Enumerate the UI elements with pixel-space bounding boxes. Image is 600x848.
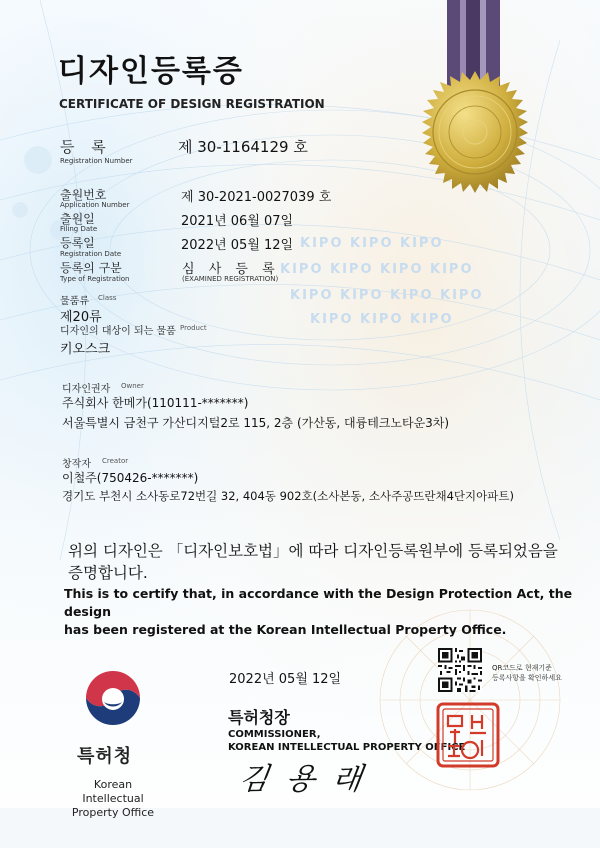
office-name-english bbox=[64, 778, 162, 820]
registration-type-label-en: Type of Registration bbox=[60, 275, 130, 283]
class-label: 물품류 bbox=[60, 296, 89, 307]
issue-date: 2022년 05월 12일 bbox=[229, 672, 342, 687]
product-label: 디자인의 대상이 되는 물품 bbox=[60, 326, 176, 337]
class-value: 제20류 bbox=[60, 310, 102, 325]
watermark-word: KIPO bbox=[290, 288, 334, 303]
application-number: 제 30-2021-0027039 호 bbox=[181, 190, 332, 205]
registration-type: 심 사 등 록 bbox=[182, 262, 280, 277]
office-name-line: Korean Intellectual bbox=[82, 778, 144, 805]
watermark-word: KIPO bbox=[300, 236, 344, 251]
commissioner-title-line: KOREAN INTELLECTUAL PROPERTY OFFICE bbox=[228, 742, 466, 753]
watermark-word: KIPO bbox=[310, 312, 354, 327]
commissioner-title-korean: 특허청장 bbox=[228, 708, 290, 727]
registration-date: 2022년 05월 12일 bbox=[181, 238, 294, 253]
product-value: 키오스크 bbox=[60, 342, 111, 357]
registration-type-label: 등록의 구분 bbox=[60, 261, 122, 275]
watermark-word: KIPO bbox=[360, 312, 404, 327]
registration-label: 등 록 bbox=[60, 138, 112, 156]
registration-type-en: (EXAMINED REGISTRATION) bbox=[182, 275, 279, 283]
commissioner-signature: 김 용 래 bbox=[237, 762, 368, 797]
office-name-line: Property Office bbox=[71, 806, 155, 819]
commissioner-title-line: COMMISSIONER, bbox=[228, 729, 321, 740]
certification-statement-korean bbox=[68, 540, 568, 584]
registration-label-en: Registration Number bbox=[60, 157, 133, 165]
creator-label-en: Creator bbox=[102, 457, 129, 465]
class-label-en: Class bbox=[98, 294, 117, 302]
official-seal bbox=[436, 702, 500, 768]
watermark-word: KIPO bbox=[440, 288, 484, 303]
statement-ko-line: 위의 디자인은 「디자인보호법」에 따라 디자인등록원부에 등록되었음을 bbox=[68, 542, 558, 560]
statement-ko-line: 증명합니다. bbox=[68, 564, 148, 582]
statement-en-line: This is to certify that, in accordance with the Design Protection Act, the design bbox=[64, 586, 573, 619]
application-label: 출원번호 bbox=[60, 188, 107, 202]
owner-name: 주식회사 한메가(110111-*******) bbox=[62, 396, 249, 410]
creator-label: 창작자 bbox=[62, 459, 91, 470]
qr-code[interactable] bbox=[438, 648, 482, 692]
application-label-en: Application Number bbox=[60, 201, 130, 209]
owner-label: 디자인권자 bbox=[62, 384, 111, 395]
owner-address: 서울특별시 금천구 가산디지털2로 115, 2층 (가산동, 대륭테크노타운3차) bbox=[62, 416, 450, 430]
certificate-title-english: CERTIFICATE OF DESIGN REGISTRATION bbox=[59, 97, 325, 111]
qr-note bbox=[492, 663, 562, 683]
filing-date-label: 출원일 bbox=[60, 212, 95, 226]
registration-date-label: 등록일 bbox=[60, 236, 95, 250]
filing-date: 2021년 06월 07일 bbox=[181, 214, 294, 229]
registration-number: 제 30-1164129 호 bbox=[178, 138, 308, 156]
creator-address: 경기도 부천시 소사동로72번길 32, 404동 902호(소사본동, 소사주공뜨란채4단지아파트) bbox=[62, 489, 514, 503]
product-label-en: Product bbox=[180, 324, 207, 332]
certificate-title-korean: 디자인등록증 bbox=[58, 54, 244, 89]
qr-note-line: 등록사항을 확인하세요 bbox=[492, 674, 562, 682]
watermark-word: KIPO bbox=[350, 236, 394, 251]
watermark-word: KIPO bbox=[410, 312, 454, 327]
filing-date-label-en: Filing Date bbox=[60, 225, 98, 233]
kipo-logo bbox=[80, 668, 146, 736]
watermark-word: KIPO bbox=[390, 288, 434, 303]
watermark-word: KIPO bbox=[280, 262, 324, 277]
watermark-word: KIPO bbox=[330, 262, 374, 277]
commissioner-title-english bbox=[228, 728, 465, 754]
creator-name: 이철주(750426-*******) bbox=[62, 471, 199, 485]
certification-statement-english bbox=[64, 585, 574, 639]
qr-note-line: QR코드로 현재기준 bbox=[492, 664, 552, 672]
owner-label-en: Owner bbox=[121, 382, 144, 390]
watermark-word: KIPO bbox=[400, 236, 444, 251]
registration-date-label-en: Registration Date bbox=[60, 250, 122, 258]
statement-en-line: has been registered at the Korean Intellectual Property Office. bbox=[64, 622, 507, 637]
watermark-word: KIPO bbox=[340, 288, 384, 303]
office-name-korean: 특허청 bbox=[77, 746, 133, 767]
gold-seal bbox=[413, 70, 537, 194]
watermark-word: KIPO bbox=[380, 262, 424, 277]
watermark-word: KIPO bbox=[430, 262, 474, 277]
